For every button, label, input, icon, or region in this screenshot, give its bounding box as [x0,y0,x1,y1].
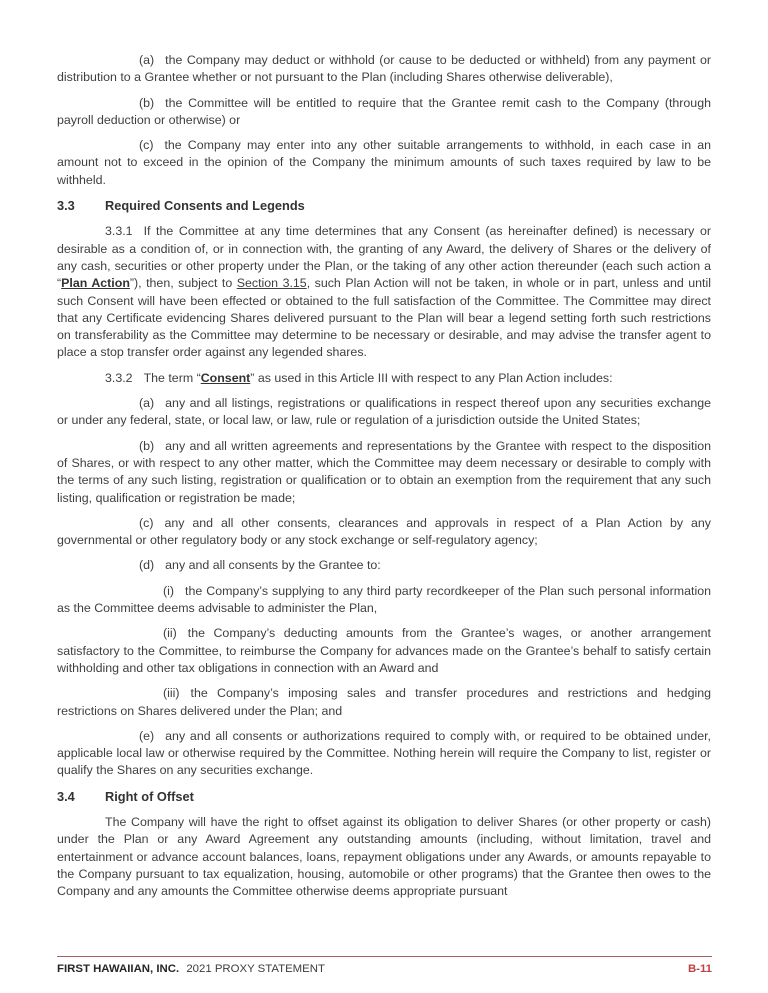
section-number: 3.4 [57,788,75,804]
footer-left [57,962,325,976]
clause-label: (c) [139,138,154,153]
clause-label: (a) [139,396,155,411]
clause-label: (i) [163,583,175,598]
text-run: any and all written agreements and representations by the Grantee with respect to the disposition of Shares, or with respect to any other matter, which the Committee may deem necessary or desirable to comply with the terms of any such listing, registration or qualification or to obtain an exemption from the requirement that any such listing, qualification or registration be made; [57,438,711,505]
footer-document-title: 2021 PROXY STATEMENT [186,963,325,975]
text-run: Right of Offset [105,788,194,804]
text-run: any and all other consents, clearances and approvals in respect of a Plan Action by any governmental or other regulatory body or any stock exchange or self-regulatory agency; [57,515,711,548]
section-number: 3.3 [57,198,75,214]
text-run: the Company’s supplying to any third party recordkeeper of the Plan such personal information as the Committee deems advisable to administer the Plan, [57,583,711,616]
section-3-3-1 [57,223,711,361]
heading-3-4 [57,788,711,805]
text-run: any and all consents or authorizations required to comply with, or required to be obtained under, applicable local law or otherwise required by the Committee. Nothing herein will require the Company to list, register or qualify the Shares on any securities exchange. [57,728,711,778]
clause-b-remit-cash [57,95,711,130]
text-run: Consent [200,370,251,385]
heading-3-3 [57,197,711,214]
text-run: , such Plan Action will not be taken, in whole or in part, unless and until such Consent will have been effected or obtained to the full satisfaction of the Committee. The Committee may direct that any Certificate evidencing Shares delivered pursuant to the Plan will bear a legend setting forth such restrictions on transferability as the Committee may determine to be necessary or desirable, and may advise the transfer agent to place a stop transfer order against any legended shares. [57,276,712,360]
clause-label: (ii) [163,626,177,641]
text-run: the Company’s deducting amounts from the Grantee’s wages, or another arrangement satisfactory to the Committee, to reimburse the Company for advances made on the Grantee’s behalf to satisfy certain withholding and other tax obligations in connection with an Award and [57,626,711,675]
clause-label: (iii) [163,686,180,701]
clause-label: (c) [139,515,154,530]
grantee-consent-ii-deducting [57,625,711,677]
text-run: Plan Action [61,276,130,291]
clause-label: 3.3.2 [105,370,133,385]
footer-company-name: FIRST HAWAIIAN, INC. [57,963,180,975]
clause-label: (e) [139,728,155,743]
consent-clause-d-grantee-consents [57,557,711,574]
text-run: the Company’s imposing sales and transfer procedures and restrictions and hedging restrictions on Shares delivered under the Plan; and [57,686,711,718]
consent-clause-a-listings [57,395,711,430]
clause-label: 3.3.1 [105,224,133,239]
text-run: If the Committee at any time determines that any Consent (as hereinafter defined) is necessary or desirable as a condition of, or in connection with, the granting of any Award, the delivery of Shares or the delivery of any cash, securities or other property under the Plan, or the taking of any other action thereunder (each such action a “ [57,224,711,291]
grantee-consent-i-recordkeeper [57,583,711,618]
clause-c-other-arrangements [57,137,711,189]
page-footer [57,956,712,976]
clause-label: (b) [139,95,155,110]
document-body [57,52,711,908]
consent-clause-b-agreements [57,438,711,507]
text-run: Section 3.15 [236,276,307,291]
section-3-4-body [57,814,711,900]
text-run: ”), then, subject to [129,276,237,291]
text-run: The term “ [143,370,201,385]
footer-page-number: B-11 [687,963,712,975]
consent-clause-c-approvals [57,515,711,550]
clause-label: (d) [139,558,155,573]
text-run: ” as used in this Article III with respect to any Plan Action includes: [250,370,613,385]
section-3-3-2 [57,370,711,387]
clause-label: (b) [139,438,155,453]
text-run: the Company may enter into any other suitable arrangements to withhold, in each case in an amount not to exceed in the opinion of the Company the minimum amounts of such taxes required by law to be withheld. [57,138,711,187]
text-run: any and all consents by the Grantee to: [165,558,381,573]
text-run: The Company will have the right to offset against its obligation to deliver Shares (or other property or cash) under the Plan or any Award Agreement any outstanding amounts (including, without limitation, travel and entertainment or advance account balances, loans, repayment obligations under any Awards, or amounts repayable to the Company pursuant to tax equalization, housing, automobile or other programs) that the Grantee then owes to the Company and any amounts the Committee otherwise deems appropriate pursuant [57,814,711,899]
text-run: the Committee will be entitled to require that the Grantee remit cash to the Company (through payroll deduction or otherwise) or [57,95,711,127]
text-run: Required Consents and Legends [105,198,305,214]
grantee-consent-iii-procedures [57,685,711,720]
clause-a-deduct-withhold [57,52,711,87]
text-run: any and all listings, registrations or qualifications in respect thereof upon any securities exchange or under any federal, state, or local law, or law, rule or regulation of a jurisdiction outside the United States; [57,396,711,428]
consent-clause-e-authorizations [57,728,711,780]
text-run: the Company may deduct or withhold (or cause to be deducted or withheld) from any payment or distribution to a Grantee whether or not pursuant to the Plan (including Shares otherwise deliverable), [57,53,711,85]
clause-label: (a) [139,53,155,67]
